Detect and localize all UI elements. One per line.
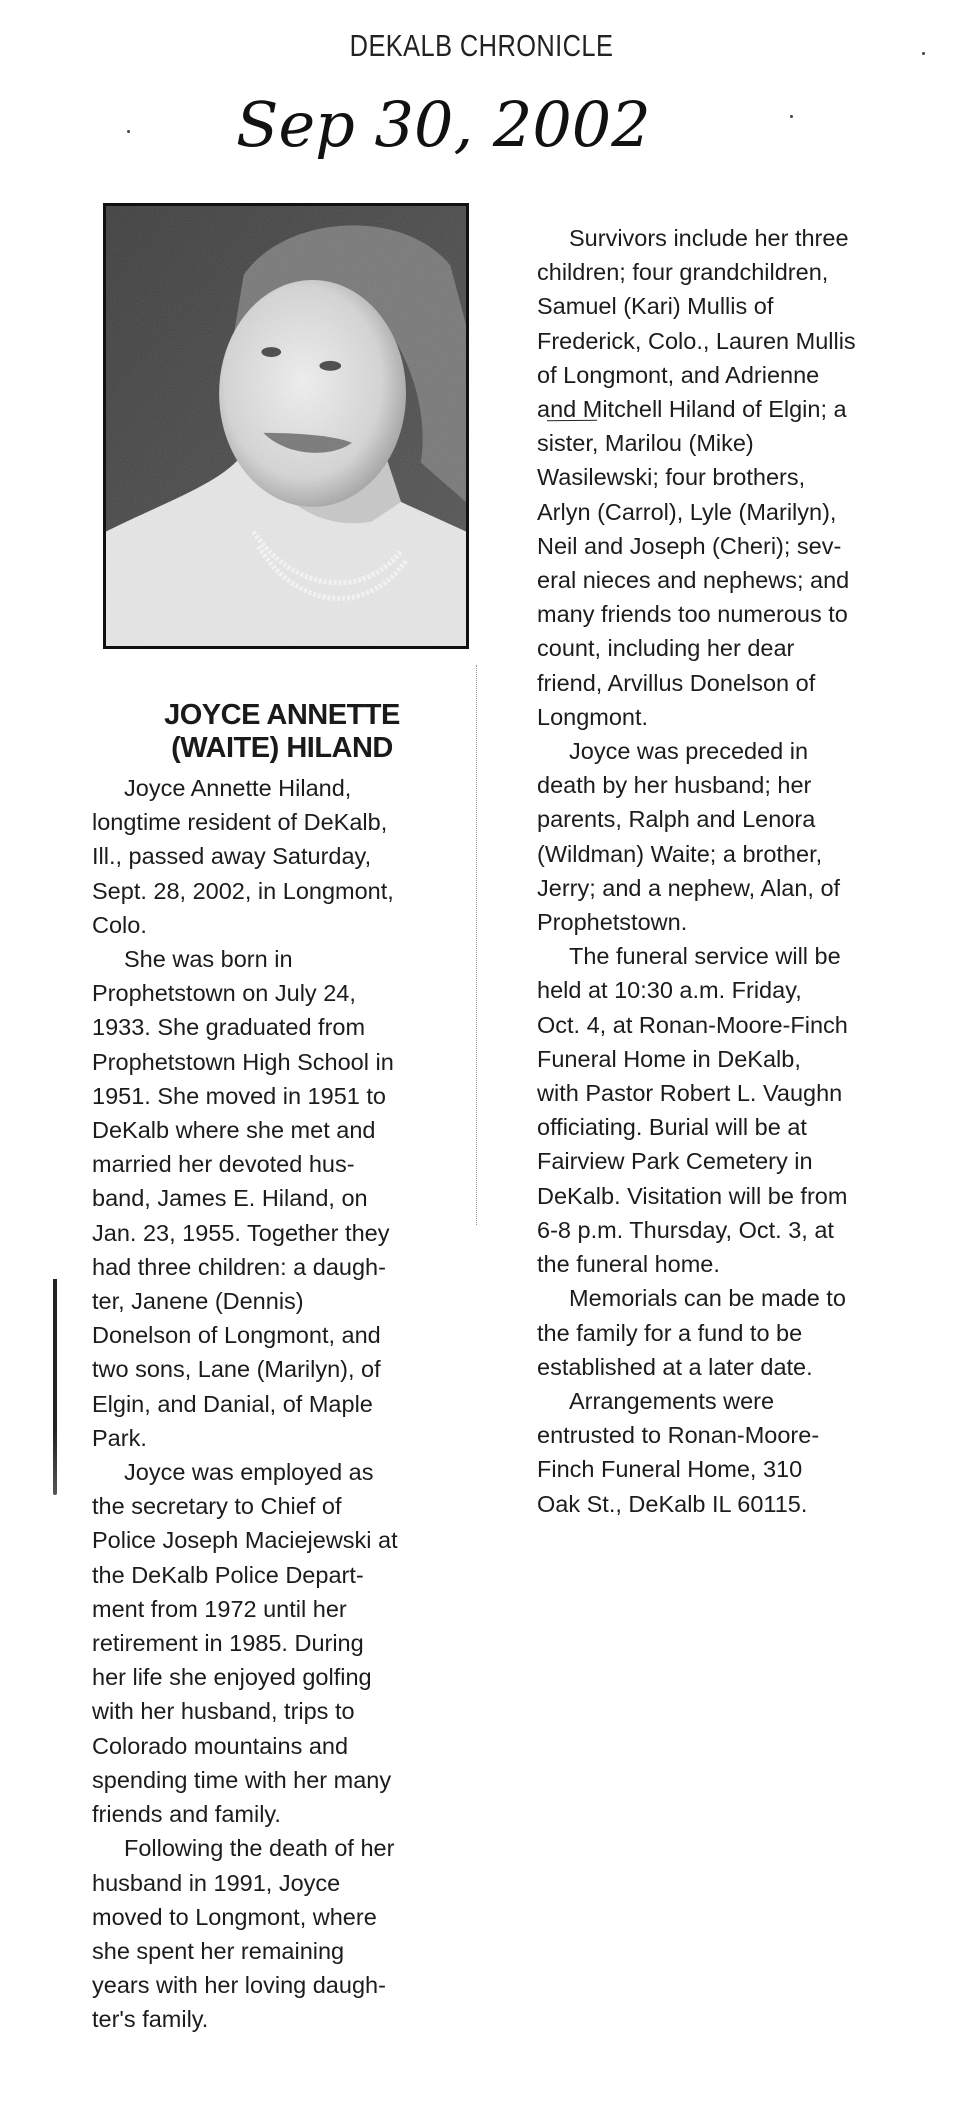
headline-line-1: JOYCE ANNETTE <box>164 699 400 731</box>
paragraph-start-line: Joyce was employed as <box>124 1459 374 1486</box>
text-line: moved to Longmont, where <box>92 1903 377 1930</box>
text-line: Prophetstown High School in <box>92 1048 394 1075</box>
text-line: the secretary to Chief of <box>92 1493 342 1520</box>
text-line: with Pastor Robert L. Vaughn <box>537 1080 843 1107</box>
text-line: officiating. Burial will be at <box>537 1114 807 1141</box>
text-line: friends and family. <box>92 1801 281 1828</box>
headline-line-2: (WAITE) HILAND <box>171 732 393 764</box>
text-line: (Wildman) Waite; a brother, <box>537 840 823 867</box>
text-line: Park. <box>92 1424 147 1451</box>
text-line: friend, Arvillus Donelson of <box>537 669 816 696</box>
text-line: 1951. She moved in 1951 to <box>92 1082 386 1109</box>
text-line: 1933. She graduated from <box>92 1014 366 1041</box>
text-line: Arlyn (Carrol), Lyle (Marilyn), <box>537 498 837 525</box>
paragraph-start-line: Joyce Annette Hiland, <box>124 775 352 801</box>
text-line: Police Joseph Maciejewski at <box>92 1527 398 1554</box>
text-line: Oak St., DeKalb IL 60115. <box>537 1490 808 1517</box>
text-line: Donelson of Longmont, and <box>92 1322 381 1349</box>
paragraph-start-line: Joyce was preceded in <box>569 738 809 765</box>
text-line: sister, Marilou (Mike) <box>537 430 754 457</box>
text-line: ter, Janene (Dennis) <box>92 1288 304 1315</box>
text-line: her life she enjoyed golfing <box>92 1664 372 1691</box>
margin-rule <box>53 1279 57 1495</box>
text-line: band, James E. Hiland, on <box>92 1185 368 1212</box>
obituary-headline <box>95 699 469 765</box>
text-line: Wasilewski; four brothers, <box>537 464 806 491</box>
text-line: the DeKalb Police Depart- <box>92 1561 364 1588</box>
text-line: Longmont. <box>537 703 649 730</box>
text-line: of Longmont, and Adrienne <box>537 361 820 388</box>
paragraph-start-line: She was born in <box>124 946 293 973</box>
text-line: Colo. <box>92 911 147 938</box>
text-line: had three children: a daugh- <box>92 1253 386 1280</box>
text-line: Oct. 4, at Ronan-Moore-Finch <box>537 1011 848 1038</box>
text-line: Funeral Home in DeKalb, <box>537 1045 801 1072</box>
text-line: two sons, Lane (Marilyn), of <box>92 1356 381 1383</box>
right-column-text <box>537 221 917 1521</box>
text-line: DeKalb where she met and <box>92 1117 376 1144</box>
left-column-text <box>92 771 472 2037</box>
text-line: Frederick, Colo., Lauren Mullis <box>537 327 856 354</box>
paper-speck <box>790 115 793 118</box>
portrait-photo <box>103 203 469 649</box>
text-line: entrusted to Ronan-Moore- <box>537 1422 820 1449</box>
paragraph-start-line: Survivors include her three <box>569 225 849 251</box>
publication-masthead: DEKALB CHRONICLE <box>349 28 614 63</box>
paragraph-start-line: Following the death of her <box>124 1835 395 1862</box>
text-line: 6-8 p.m. Thursday, Oct. 3, at <box>537 1216 834 1243</box>
text-line: the funeral home. <box>537 1251 720 1278</box>
text-line: Prophetstown on July 24, <box>92 980 356 1007</box>
text-line: Colorado mountains and <box>92 1732 349 1759</box>
text-line: husband in 1991, Joyce <box>92 1869 341 1896</box>
text-line: ment from 1972 until her <box>92 1595 347 1622</box>
text-line: married her devoted hus- <box>92 1151 355 1178</box>
paragraph-start-line: Memorials can be made to <box>569 1285 846 1312</box>
text-line: children; four grandchildren, <box>537 259 829 286</box>
text-line: parents, Ralph and Lenora <box>537 806 816 833</box>
text-line: the family for a fund to be <box>537 1319 803 1346</box>
text-line: years with her loving daugh- <box>92 1972 386 1999</box>
text-line: Jerry; and a nephew, Alan, of <box>537 874 841 901</box>
text-line: with her husband, trips to <box>92 1698 355 1725</box>
text-line: and Mitchell Hiland of Elgin; a <box>537 396 847 423</box>
text-line: DeKalb. Visitation will be from <box>537 1182 848 1209</box>
text-line: Jan. 23, 1955. Together they <box>92 1219 390 1246</box>
text-line: Prophetstown. <box>537 909 688 936</box>
text-line: Fairview Park Cemetery in <box>537 1148 813 1175</box>
text-line: Samuel (Kari) Mullis of <box>537 293 774 320</box>
text-line: Finch Funeral Home, 310 <box>537 1456 803 1483</box>
text-line: spending time with her many <box>92 1766 392 1793</box>
handwritten-date <box>230 68 710 168</box>
text-line: eral nieces and nephews; and <box>537 567 850 594</box>
text-line: many friends too numerous to <box>537 601 848 628</box>
text-line: held at 10:30 a.m. Friday, <box>537 977 802 1004</box>
text-line: longtime resident of DeKalb, <box>92 809 388 836</box>
text-line: retirement in 1985. During <box>92 1630 364 1657</box>
paragraph-start-line: Arrangements were <box>569 1387 775 1414</box>
handwritten-date-text: Sep 30, 2002 <box>236 88 651 161</box>
text-line: Neil and Joseph (Cheri); sev- <box>537 532 842 559</box>
handwritten-date-svg <box>230 68 710 168</box>
column-divider <box>476 665 477 1225</box>
text-line: ter's family. <box>92 2006 209 2033</box>
text-line: Ill., passed away Saturday, <box>92 843 372 870</box>
text-line: death by her husband; her <box>537 772 812 799</box>
paper-speck <box>922 52 925 55</box>
photo-halftone-grain <box>106 206 466 646</box>
text-line: Sept. 28, 2002, in Longmont, <box>92 877 394 904</box>
text-line: established at a later date. <box>537 1353 813 1380</box>
text-line: she spent her remaining <box>92 1937 345 1964</box>
paragraph-start-line: The funeral service will be <box>569 943 841 970</box>
text-line: Elgin, and Danial, of Maple <box>92 1390 373 1417</box>
portrait-photo-image <box>106 206 466 646</box>
paper-speck <box>127 130 130 133</box>
text-line: count, including her dear <box>537 635 795 662</box>
